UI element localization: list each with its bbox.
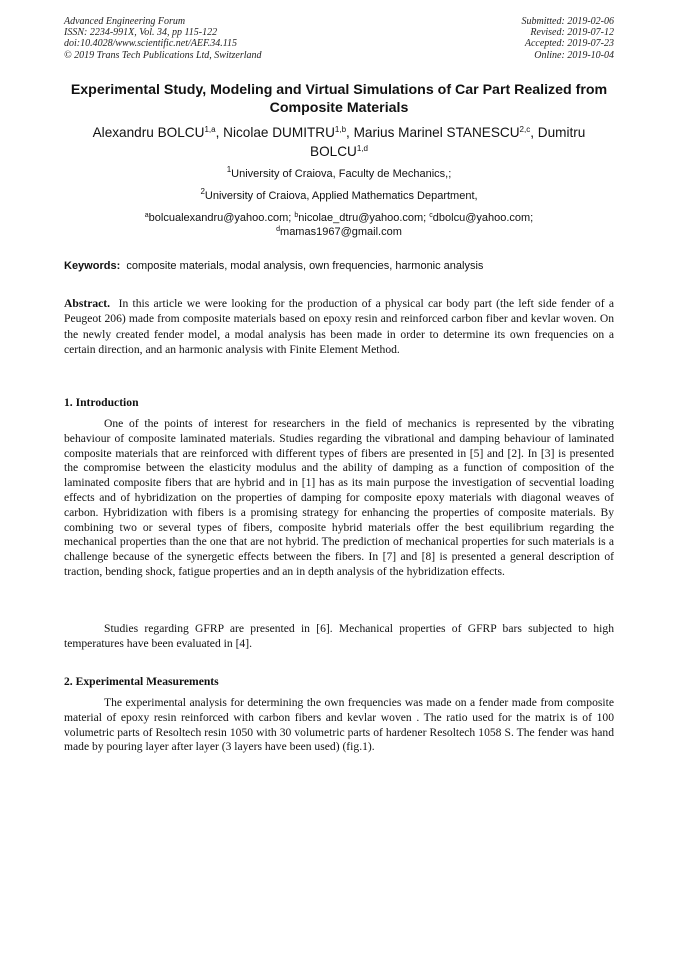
paragraph: One of the points of interest for researchers in the field of mechanics is represented by the vibrating behaviour of composite laminated materials. Studies regarding the vibrational and damping behaviour of laminated composite materials that are reinforced with different types of fibers are presented in [5] and [2]. In [3] is presented the compromise between the elasticity modulus and the ability of damping as a function of composition of the laminated composite fibers that are hybrid and in [1] has as its main purpose the investigation of secvential loading effects and of hybridization on the properties of damping for composite epoxy materials with diagonal weaves of carbon. Hybridization with fibers is a promising strategy for enhancing the properties of composite materials. By combining two or several types of fibers, composite hybrid materials offer the best equilibrium regarding the mechanical properties than the one that are not hybrid. The prediction of mechanical properties for such materials is a challenge because of the synergetic effects between the fibers. In [7] and [8] is presented a general description of traction, bending shock, fatigue properties and an in depth analysis of the hybridization effects. bbox=[64, 417, 614, 578]
author: Marius Marinel STANESCU$^{2,c}$, bbox=[353, 125, 534, 140]
keywords-text: composite materials, modal analysis, own frequencies, harmonic analysis bbox=[126, 260, 484, 272]
keywords bbox=[64, 259, 614, 273]
section-heading-experimental: 2. Experimental Measurements bbox=[64, 675, 219, 688]
date-submitted: Submitted: 2019-02-06 bbox=[521, 16, 614, 27]
affiliation-2: $^2$University of Craiova, Applied Mathematics Department, bbox=[200, 187, 478, 202]
section-heading-introduction: 1. Introduction bbox=[64, 396, 139, 409]
abstract bbox=[64, 296, 614, 358]
abstract-label: Abstract. bbox=[64, 297, 111, 310]
email-link[interactable]: nicolae_dtru@yahoo.com; bbox=[298, 212, 430, 224]
date-accepted: Accepted: 2019-07-23 bbox=[524, 38, 614, 50]
author: Alexandru BOLCU$^{1,a}$, bbox=[92, 125, 224, 140]
journal-doi[interactable]: doi:10.4028/www.scientific.net/AEF.34.115 bbox=[64, 38, 238, 50]
author: Dumitru BOLCU$^{1,d}$ bbox=[310, 125, 586, 159]
email-link[interactable]: mamas1967@gmail.com bbox=[280, 226, 402, 238]
abstract-text: In this article we were looking for the production of a physical car body part (the left side fender of a Peugeot 206) made from composite materials based on epoxy resin and reinforced carbon fiber and kevlar woven. On the newly created fender model, a modal analysis has been made in order to determine its own frequencies on a certain direction, and an harmonic analysis with Finite Element Method. bbox=[64, 297, 614, 357]
affiliation-1: $^1$University of Craiova, Faculty de Mechanics,; bbox=[226, 165, 452, 180]
keywords-label: Keywords: bbox=[64, 260, 121, 272]
date-revised: Revised: 2019-07-12 bbox=[530, 27, 614, 39]
journal-info bbox=[64, 16, 262, 61]
journal-name: Advanced Engineering Forum bbox=[64, 16, 186, 27]
author-list bbox=[64, 124, 614, 161]
publication-dates bbox=[522, 16, 615, 61]
journal-issn: ISSN: 2234-991X, Vol. 34, pp 115-122 bbox=[64, 27, 218, 39]
author: Nicolae DUMITRU$^{1,b}$, bbox=[223, 125, 354, 140]
email-link[interactable]: bolcualexandru@yahoo.com; bbox=[148, 212, 295, 224]
date-online: Online: 2019-10-04 bbox=[534, 49, 614, 61]
email-link[interactable]: dbolcu@yahoo.com; bbox=[432, 212, 534, 224]
paper-title: Experimental Study, Modeling and Virtual Simulations of Car Part Realized from Composite Materials bbox=[70, 82, 608, 116]
paragraph: The experimental analysis for determining the own frequencies was made on a fender made from composite material of epoxy resin reinforced with carbon fibers and kevlar woven . The ratio used for the matrix is of 100 volumetric parts of Resoltech resin 1050 with 30 volumetric parts of hardener Resoltech 1058 S. The fender was hand made by pouring layer after layer (3 layers have been used) (fig.1). bbox=[64, 696, 614, 754]
paragraph: Studies regarding GFRP are presented in [6]. Mechanical properties of GFRP bars subjected to high temperatures have been evaluated in [4]. bbox=[64, 622, 614, 650]
journal-copyright: © 2019 Trans Tech Publications Ltd, Switzerland bbox=[64, 49, 262, 61]
author-emails: $^a$bolcualexandru@yahoo.com; $^b$nicolae_dtru@yahoo.com; $^c$dbolcu@yahoo.com; $^d$mamas1967@gmail.com bbox=[144, 212, 534, 238]
